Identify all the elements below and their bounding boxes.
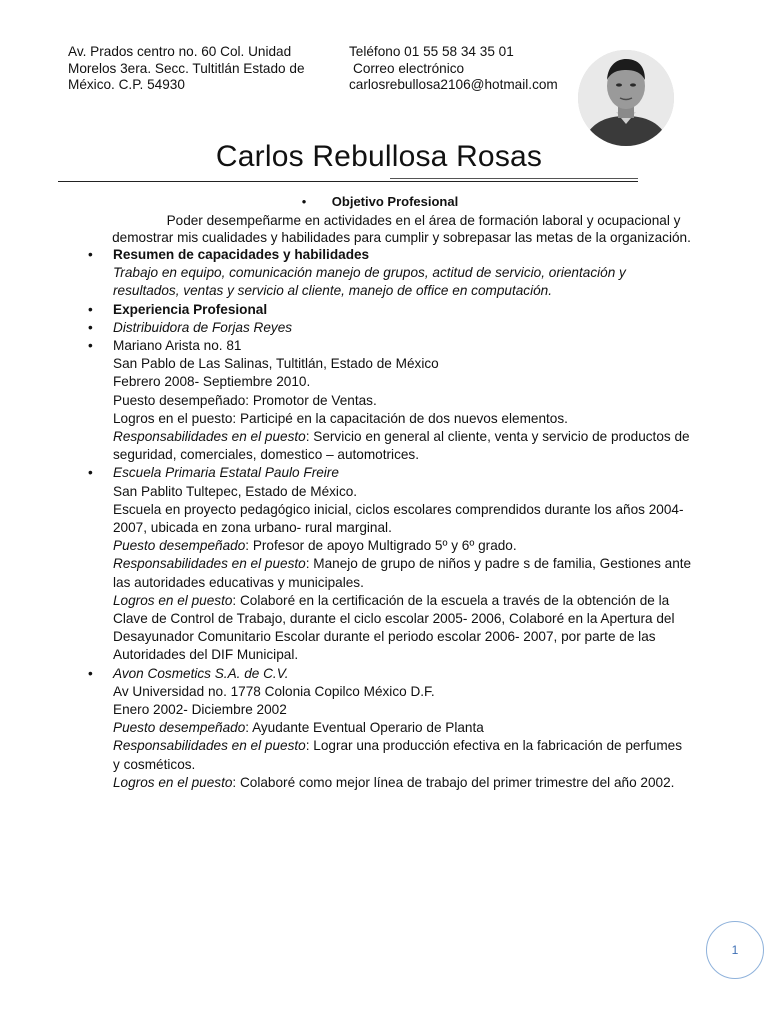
job-dates: Enero 2002- Diciembre 2002 [113,702,287,718]
summary-line: Trabajo en equipo, comunicación manejo de grupos, actitud de servicio, orientación y [113,265,626,281]
company-name: Avon Cosmetics S.A. de C.V. [113,665,289,681]
job-entry [88,464,702,664]
responsibilities-label: Responsabilidades en el puesto [113,738,306,754]
bullet-icon: • [88,319,93,335]
address-line: Morelos 3era. Secc. Tultitlán Estado de [68,60,305,76]
achievements-text: : Colaboré en la certificación de la escuela a través de la obtención de la [232,592,670,608]
job-achievements: Logros en el puesto: Participé en la capacitación de dos nuevos elementos. [113,410,568,426]
job-responsibilities: las autoridades educativas y municipales. [113,574,364,590]
company-name: Escuela Primaria Estatal Paulo Freire [113,465,339,481]
company-name: Distribuidora de Forjas Reyes [113,319,293,335]
responsibilities-label: Responsabilidades en el puesto [113,556,306,572]
page-number: 1 [706,921,764,979]
experience-heading [88,301,702,319]
job-responsibilities: seguridad, comerciales, domestico – automotrices. [113,447,419,463]
job-entry [88,665,702,792]
job-achievements [113,592,702,610]
job-responsibilities [113,737,702,755]
objective-text [103,212,700,246]
job-address: San Pablito Tultepec, Estado de México. [113,483,358,499]
contact-block [349,44,558,94]
job-achievements: Clave de Control de Trabajo, durante el ciclo escolar 2005- 2006, Colaboré en la Apertura del [113,611,675,627]
candidate-name: Carlos Rebullosa Rosas [215,140,543,173]
phone-text: Teléfono 01 55 58 34 35 01 [349,44,514,59]
job-address: Mariano Arista no. 81 [113,338,242,354]
summary-section [88,246,702,301]
address-line: Av. Prados centro no. 60 Col. Unidad [68,44,292,59]
achievements-label: Logros en el puesto [113,774,233,790]
job-position [113,537,702,555]
job-description: Escuela en proyecto pedagógico inicial, ciclos escolares comprendidos durante los años 2004- [113,501,684,517]
objective-line: demostrar mis cualidades y habilidades para cumplir y sobrepasar las metas de la organización. [112,230,691,245]
profile-photo [578,50,674,146]
responsibilities-text: : Servicio en general al cliente, venta y servicio de productos de [305,429,690,445]
job-responsibilities [113,555,702,573]
email-text: carlosrebullosa2106@hotmail.com [349,77,558,92]
job-position: Puesto desempeñado: Promotor de Ventas. [113,392,377,408]
job-address: Av Universidad no. 1778 Colonia Copilco México D.F. [113,683,435,699]
job-achievements: Autoridades del DIF Municipal. [113,647,299,663]
address-line: México. C.P. 54930 [68,77,185,92]
header-divider-secondary [390,178,638,179]
summary-line: resultados, ventas y servicio al cliente, manejo de office en computación. [113,283,553,299]
job-achievements: Desayunador Comunitario Escolar durante el periodo escolar 2006- 2007, por parte de las [113,629,656,645]
job-address: San Pablo de Las Salinas, Tultitlán, Estado de México [113,356,439,372]
job-company [88,319,702,337]
job-position [113,719,702,737]
job-achievements [113,774,702,792]
summary-heading: Resumen de capacidades y habilidades [113,247,370,262]
bullet-icon: • [88,301,93,317]
job-details [88,337,702,464]
email-label: Correo electrónico [353,60,465,76]
achievements-label: Logros en el puesto [113,592,233,608]
resume-sections [88,246,702,792]
objective-line: Poder desempeñarme en actividades en el área de formación laboral y ocupacional y [166,213,681,228]
objective-title: Objetivo Profesional [331,194,459,209]
responsibilities-label: Responsabilidades en el puesto [113,429,306,445]
responsibilities-text: : Lograr una producción efectiva en la fabricación de perfumes [305,738,683,754]
bullet-icon: • [88,465,93,481]
job-description: 2007, ubicada en zona urbano- rural marginal. [113,520,392,536]
position-text: : Ayudante Eventual Operario de Planta [245,720,484,736]
experience-title: Experiencia Profesional [113,301,268,317]
position-label: Puesto desempeñado [113,538,246,554]
job-dates: Febrero 2008- Septiembre 2010. [113,374,311,390]
position-text: : Profesor de apoyo Multigrado 5º y 6º grado. [245,538,517,554]
bullet-icon: • [88,338,93,354]
bullet-icon: • [88,665,93,681]
responsibilities-text: : Manejo de grupo de niños y padre s de familia, Gestiones ante [305,556,692,572]
address-block [68,44,305,94]
position-label: Puesto desempeñado [113,720,246,736]
bullet-icon: • [88,247,93,262]
objective-heading [0,194,760,209]
achievements-text: : Colaboré como mejor línea de trabajo del primer trimestre del año 2002. [232,774,675,790]
header-divider [58,181,638,182]
job-responsibilities: y cosméticos. [113,756,196,772]
portrait-image [578,50,674,146]
job-responsibilities [113,428,702,446]
bullet-icon: • [301,194,307,209]
